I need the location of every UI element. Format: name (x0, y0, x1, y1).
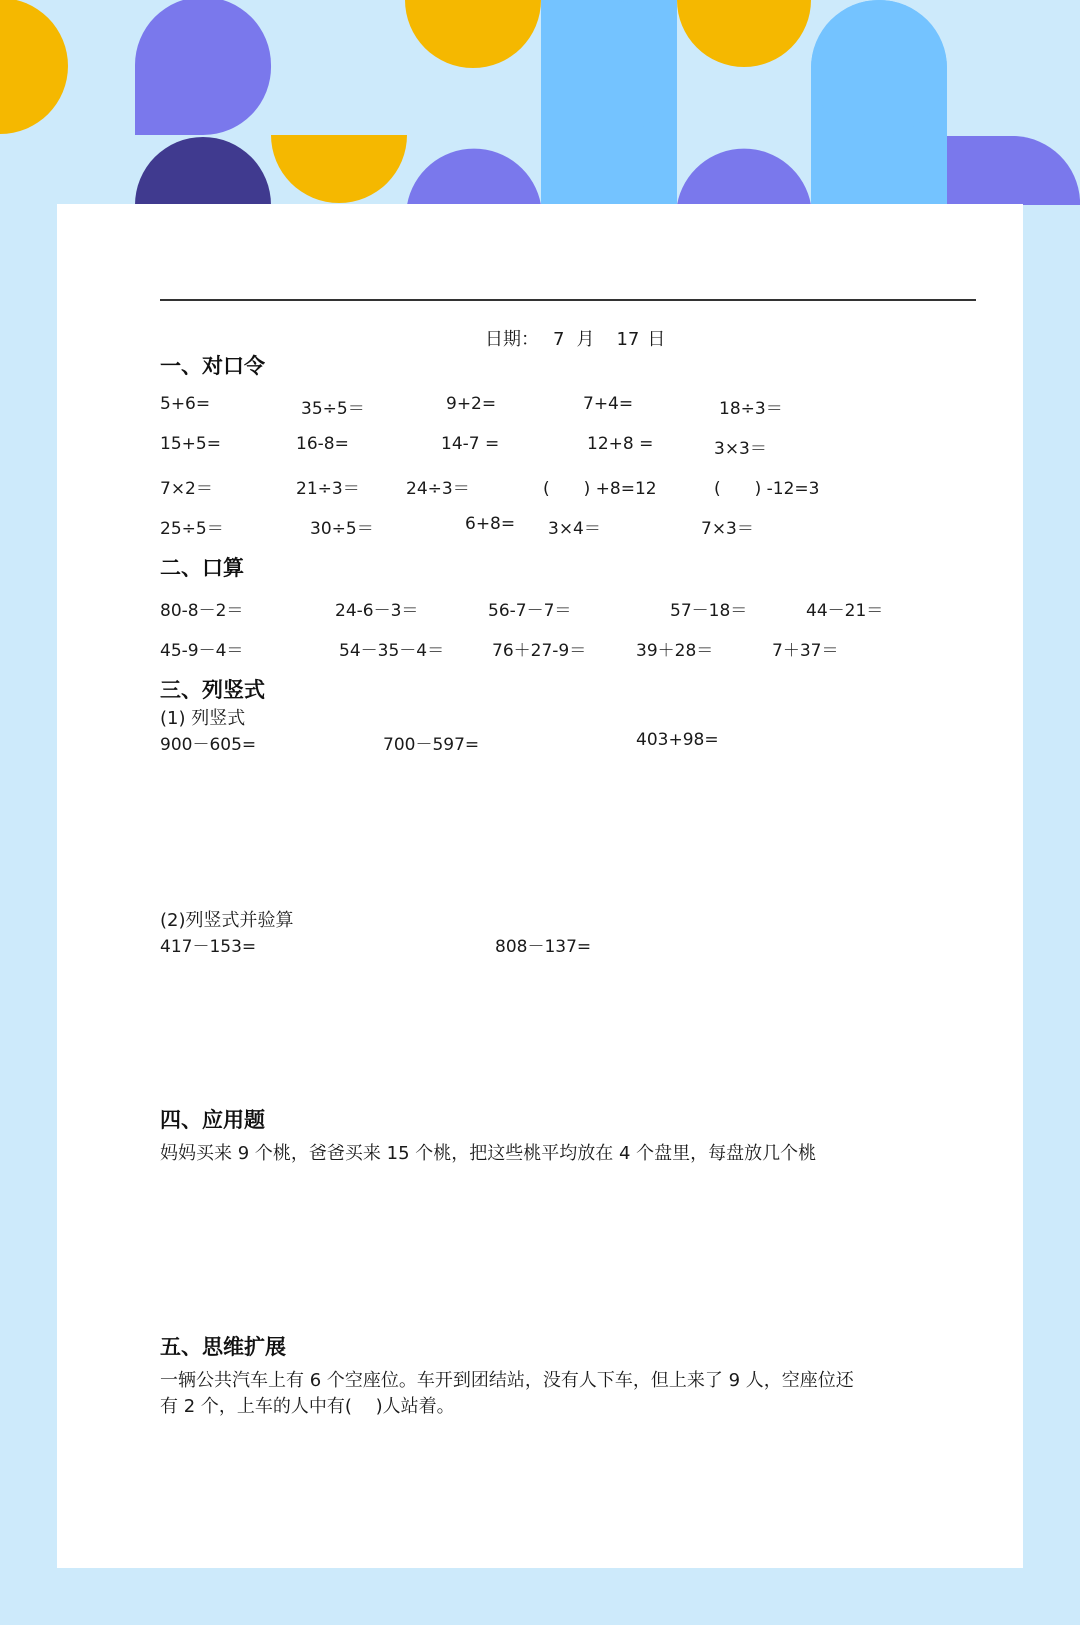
problem: 76＋27-9＝ (492, 641, 587, 661)
problem: 9+2= (446, 394, 497, 414)
sky-shape-right-bottom (811, 136, 947, 205)
problem: 24÷3＝ (406, 479, 470, 499)
problem: 21÷3＝ (296, 479, 360, 499)
problem: 14-7 = (441, 434, 500, 454)
worksheet-paper (57, 204, 1023, 1568)
problem: 30÷5＝ (310, 519, 374, 539)
problem: 403+98= (636, 730, 719, 750)
problem: ( ) +8=12 (543, 479, 657, 499)
word-problem-text: 妈妈买来 9 个桃，爸爸买来 15 个桃，把这些桃平均放在 4 个盘里，每盘放几个桃 (160, 1143, 817, 1164)
date-month: 7 (553, 329, 565, 350)
subsection-label-1: (1) 列竖式 (160, 708, 246, 729)
thinking-problem-line1: 一辆公共汽车上有 6 个空座位。车开到团结站，没有人下车，但上来了 9 人，空座位还 (160, 1370, 854, 1391)
problem: 3×3＝ (714, 439, 767, 459)
problem: 6+8= (465, 514, 516, 534)
problem: 5+6= (160, 394, 211, 414)
name-line (160, 299, 976, 301)
section-title-3: 三、列竖式 (160, 678, 265, 702)
problem: 57－18＝ (670, 601, 748, 621)
date-label: 日期： (485, 329, 539, 350)
sky-circle-right (811, 0, 947, 136)
problem: 24-6－3＝ (335, 601, 419, 621)
section-title-4: 四、应用题 (160, 1108, 265, 1132)
problem: 900－605= (160, 735, 257, 755)
decorative-banner (0, 0, 1080, 205)
problem: 7×2＝ (160, 479, 213, 499)
date-day-unit: 日 (647, 329, 666, 350)
problem: 3×4＝ (548, 519, 601, 539)
problem: 80-8－2＝ (160, 601, 244, 621)
problem: 808－137= (495, 937, 592, 957)
problem: 18÷3＝ (719, 399, 783, 419)
problem: 7×3＝ (701, 519, 754, 539)
sky-round-top (541, 0, 677, 136)
violet-drop-shape (135, 0, 271, 135)
problem: 25÷5＝ (160, 519, 224, 539)
thinking-problem-line2: 有 2 个，上车的人中有( )人站着。 (160, 1396, 455, 1417)
problem: 44－21＝ (806, 601, 884, 621)
section-title-5: 五、思维扩展 (160, 1335, 286, 1359)
subsection-label-2: (2)列竖式并验算 (160, 910, 294, 931)
problem: 35÷5＝ (301, 399, 365, 419)
problem: 7+4= (583, 394, 634, 414)
section-title-2: 二、口算 (160, 556, 244, 580)
problem: ( ) -12=3 (714, 479, 820, 499)
problem: 16-8= (296, 434, 349, 454)
problem: 39＋28＝ (636, 641, 714, 661)
date-day: 17 (616, 329, 640, 350)
problem: 56-7－7＝ (488, 601, 572, 621)
problem: 417－153= (160, 937, 257, 957)
problem: 54－35－4＝ (339, 641, 445, 661)
section-title-1: 一、对口令 (160, 354, 265, 378)
problem: 45-9－4＝ (160, 641, 244, 661)
problem: 12+8 = (587, 434, 654, 454)
problem: 7＋37＝ (772, 641, 839, 661)
problem: 15+5= (160, 434, 221, 454)
date-row (485, 325, 665, 351)
date-month-unit: 月 (576, 329, 595, 350)
problem: 700－597= (383, 735, 480, 755)
